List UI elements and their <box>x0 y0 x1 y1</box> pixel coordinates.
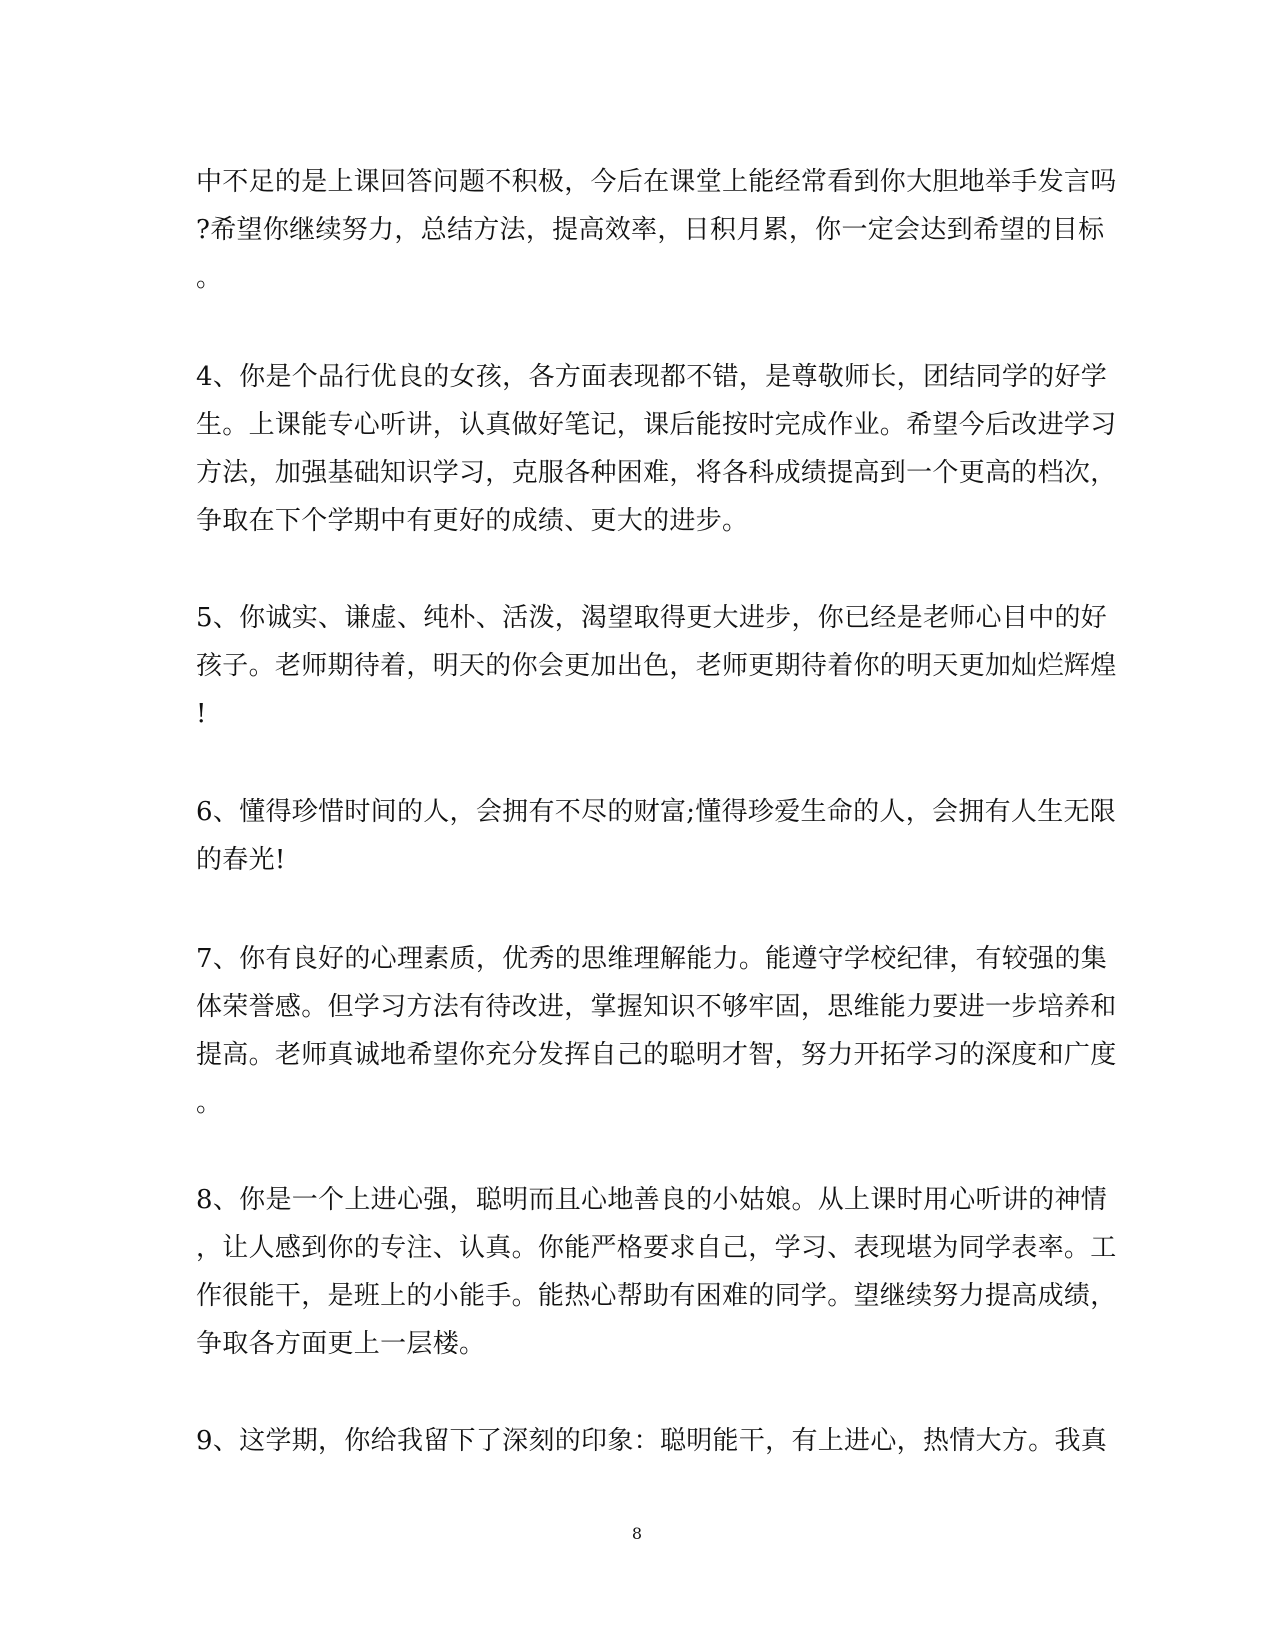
text-line: 生。上课能专心听讲，认真做好笔记，课后能按时完成作业。希望今后改进学习 <box>196 410 1117 440</box>
page-number: 8 <box>631 1524 643 1543</box>
text-line: ?希望你继续努力，总结方法，提高效率，日积月累，你一定会达到希望的目标 <box>196 215 1105 245</box>
text-line: 争取在下个学期中有更好的成绩、更大的进步。 <box>196 506 749 536</box>
paragraph-item-8 <box>196 1176 1117 1368</box>
text-line: 中不足的是上课回答问题不积极，今后在课堂上能经常看到你大胆地举手发言吗 <box>196 167 1117 197</box>
text-line: 4、你是个品行优良的女孩，各方面表现都不错，是尊敬师长，团结同学的好学 <box>196 362 1108 392</box>
text-line: 方法，加强基础知识学习，克服各种困难，将各科成绩提高到一个更高的档次， <box>196 458 1117 488</box>
text-line: ，让人感到你的专注、认真。你能严格要求自己，学习、表现堪为同学表率。工 <box>196 1233 1117 1263</box>
text-line: 的春光! <box>196 845 286 875</box>
text-line: 提高。老师真诚地希望你充分发挥自己的聪明才智，努力开拓学习的深度和广度 <box>196 1040 1117 1070</box>
text-line: 6、懂得珍惜时间的人，会拥有不尽的财富;懂得珍爱生命的人，会拥有人生无限 <box>196 797 1117 827</box>
text-line: 。 <box>196 263 223 293</box>
text-line: 5、你诚实、谦虚、纯朴、活泼，渴望取得更大进步，你已经是老师心目中的好 <box>196 603 1108 633</box>
paragraph-item-5 <box>196 594 1117 738</box>
text-line: 作很能干，是班上的小能手。能热心帮助有困难的同学。望继续努力提高成绩， <box>196 1281 1117 1311</box>
text-line: 7、你有良好的心理素质，优秀的思维理解能力。能遵守学校纪律，有较强的集 <box>196 944 1108 974</box>
text-line: 体荣誉感。但学习方法有待改进，掌握知识不够牢固，思维能力要进一步培养和 <box>196 992 1117 1022</box>
paragraph-item-4 <box>196 353 1117 545</box>
text-line: 孩子。老师期待着，明天的你会更加出色，老师更期待着你的明天更加灿烂辉煌 <box>196 651 1117 681</box>
paragraph-continuation <box>196 158 1117 302</box>
text-line: 争取各方面更上一层楼。 <box>196 1329 486 1359</box>
paragraph-item-7 <box>196 935 1117 1127</box>
paragraph-item-6 <box>196 788 1117 884</box>
text-line: ! <box>196 699 207 729</box>
text-line: 。 <box>196 1088 223 1118</box>
paragraph-item-9 <box>196 1417 1108 1465</box>
text-line: 8、你是一个上进心强，聪明而且心地善良的小姑娘。从上课时用心听讲的神情 <box>196 1185 1108 1215</box>
text-line: 9、这学期，你给我留下了深刻的印象：聪明能干，有上进心，热情大方。我真 <box>196 1426 1108 1456</box>
